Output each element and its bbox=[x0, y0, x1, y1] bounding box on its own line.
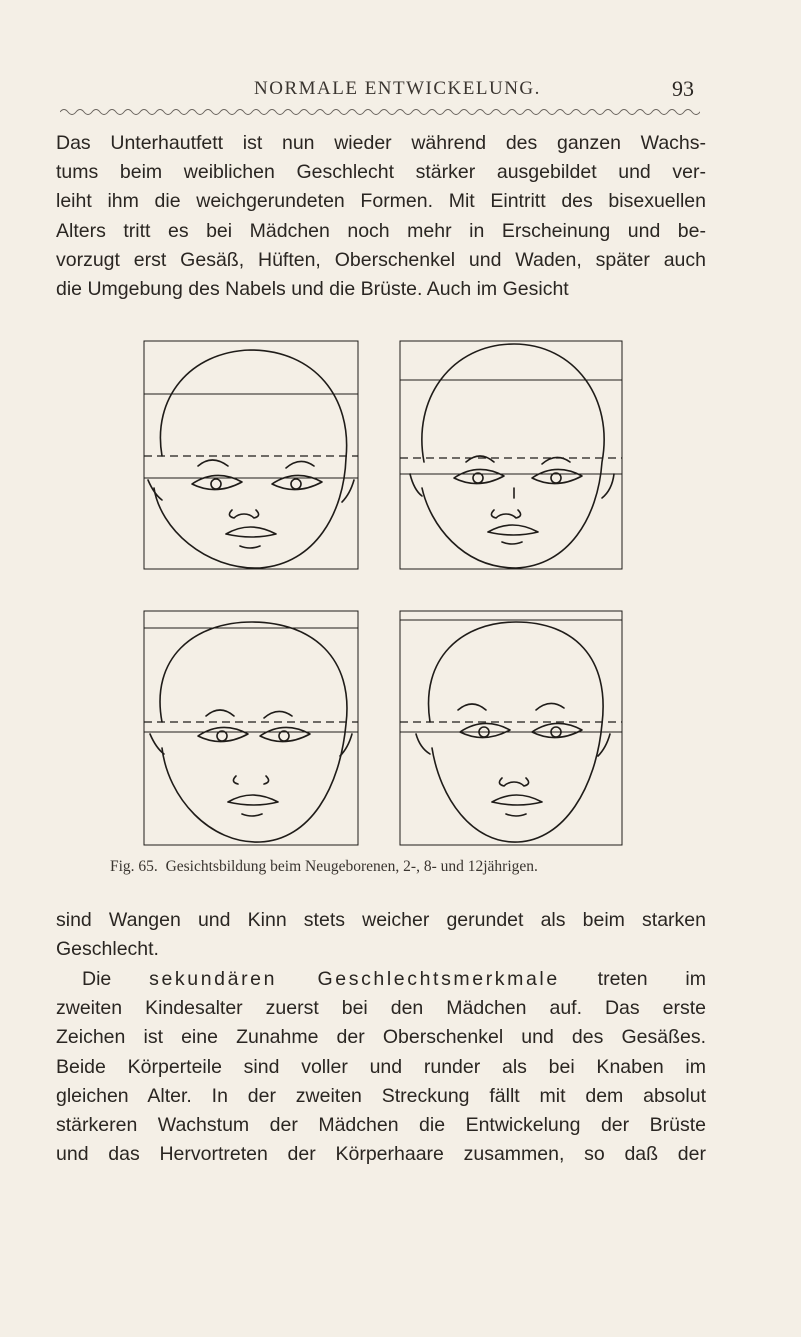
face-proportions-figure bbox=[140, 338, 630, 848]
paragraph-3 bbox=[56, 965, 706, 1169]
face-panel-newborn bbox=[140, 338, 362, 570]
text-line: stärkeren Wachstum der Mädchen die Entwickelung der Brüste bbox=[56, 1114, 706, 1137]
decorative-wavy-rule bbox=[60, 103, 700, 117]
text-line: Beide Körperteile sind voller und runder als bei Knaben im bbox=[56, 1055, 706, 1078]
text-line: leiht ihm die weichgerundeten Formen. Mit Eintritt des bisexuellen bbox=[56, 190, 706, 213]
text-line: gleichen Alter. In der zweiten Streckung fällt mit dem absolut bbox=[56, 1084, 706, 1107]
text-line: Das Unterhautfett ist nun wieder während des ganzen Wachs- bbox=[56, 132, 706, 154]
page-number: 93 bbox=[672, 76, 694, 101]
text-line: vorzugt erst Gesäß, Hüften, Oberschenkel und Waden, später auch bbox=[56, 248, 706, 271]
figure-caption bbox=[110, 858, 670, 876]
text-segment: Die bbox=[82, 968, 150, 990]
text-line: und das Hervortreten der Körperhaare zusammen, so daß der bbox=[56, 1143, 706, 1166]
face-panel-2-years bbox=[396, 338, 628, 570]
figure-caption-text: Gesichtsbildung beim Neugeborenen, 2-, 8- und 12jährigen. bbox=[165, 858, 538, 875]
text-line: sind Wangen und Kinn stets weicher gerundet als beim starken bbox=[56, 909, 706, 931]
text-line: die Umgebung des Nabels und die Brüste. Auch im Gesicht bbox=[56, 278, 569, 301]
face-panel-8-years bbox=[140, 608, 362, 848]
paragraph-1 bbox=[56, 129, 706, 304]
spaced-emphasis: sekundären Geschlechtsmerkmale bbox=[149, 968, 560, 990]
text-line: Zeichen ist eine Zunahme der Oberschenkel und des Gesäßes. bbox=[56, 1026, 706, 1049]
text-line: Alters tritt es bei Mädchen noch mehr in Erscheinung und be- bbox=[56, 219, 706, 242]
face-panel-12-years bbox=[396, 608, 628, 848]
text-line bbox=[56, 965, 706, 994]
text-line: Geschlecht. bbox=[56, 938, 159, 961]
paragraph-2 bbox=[56, 906, 706, 964]
text-line: tums beim weiblichen Geschlecht stärker ausgebildet und ver- bbox=[56, 161, 706, 184]
figure-number: Fig. 65. bbox=[110, 858, 158, 875]
running-title: NORMALE ENTWICKELUNG. bbox=[254, 78, 541, 99]
text-line: zweiten Kindesalter zuerst bei den Mädchen auf. Das erste bbox=[56, 997, 706, 1020]
text-segment: treten im bbox=[559, 968, 706, 990]
